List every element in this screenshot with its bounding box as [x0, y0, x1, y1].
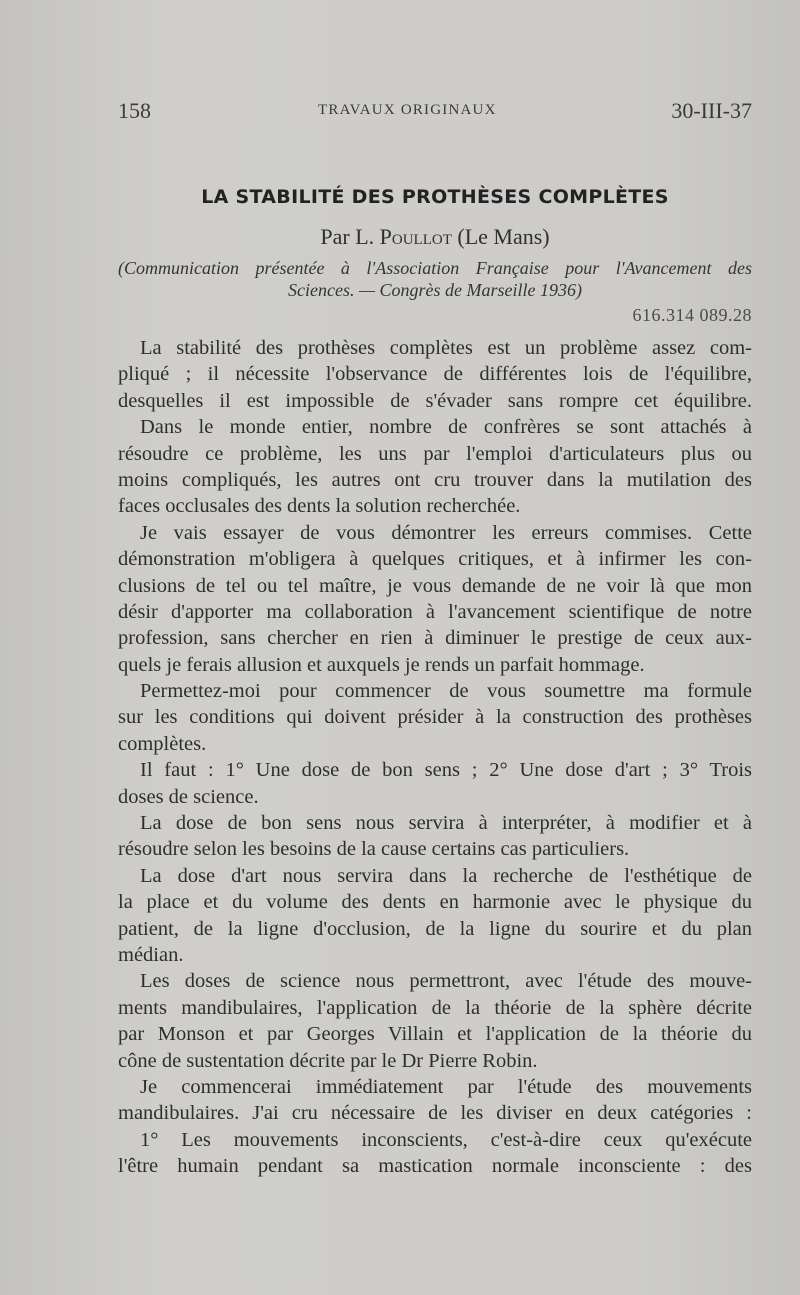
body-line: Il faut : 1° Une dose de bon sens ; 2° Une dose d'art ; 3° Trois	[140, 759, 752, 782]
byline-prefix: Par L.	[320, 224, 380, 249]
body-line: l'être humain pendant sa mastication normale inconsciente : des	[118, 1155, 752, 1178]
issue-date: 30-III-37	[671, 98, 752, 123]
body-line: la place et du volume des dents en harmonie avec le physique du	[118, 891, 752, 914]
presentation-note	[118, 257, 752, 301]
body-line: clusions de tel ou tel maître, je vous demande de ne voir là que mon	[118, 574, 752, 597]
body-line: profession, sans chercher en rien à diminuer le prestige de ceux aux-	[118, 627, 752, 650]
body-line: médian.	[118, 943, 184, 966]
body-line: cône de sustentation décrite par le Dr Pierre Robin.	[118, 1049, 538, 1072]
body-line: faces occlusales des dents la solution recherchée.	[118, 495, 521, 518]
body-line: pliqué ; il nécessite l'observance de différentes lois de l'équilibre,	[118, 363, 752, 386]
body-line: desquelles il est impossible de s'évader sans rompre cet équilibre.	[118, 389, 752, 412]
author-place: (Le Mans)	[451, 224, 550, 249]
body-line: par Monson et par Georges Villain et l'application de la théorie du	[118, 1023, 752, 1046]
body-line: La stabilité des prothèses complètes est un problème assez com-	[140, 337, 752, 359]
body-line: ments mandibulaires, l'application de la théorie de la sphère décrite	[118, 996, 752, 1019]
body-line: Je commencerai immédiatement par l'étude des mouvements	[140, 1075, 752, 1098]
article-title: LA STABILITÉ DES PROTHÈSES COMPLÈTES	[201, 186, 669, 208]
body-line: complètes.	[118, 732, 207, 755]
body-line: Les doses de science nous permettront, avec l'étude des mouve-	[140, 970, 752, 993]
presentation-note-line-1: (Communication présentée à l'Association Française pour l'Avancement des	[118, 258, 752, 278]
body-line: résoudre selon les besoins de la cause certains cas particuliers.	[118, 838, 630, 861]
body-line: mandibulaires. J'ai cru nécessaire de les diviser en deux catégories :	[118, 1102, 752, 1125]
body-line: La dose d'art nous servira dans la recherche de l'esthétique de	[140, 864, 752, 887]
body-line: Je vais essayer de vous démontrer les erreurs commises. Cette	[140, 521, 752, 544]
article-body	[118, 335, 752, 1180]
body-line: Dans le monde entier, nombre de confrères se sont attachés à	[140, 416, 752, 439]
body-line: résoudre ce problème, les uns par l'emploi d'articulateurs plus ou	[118, 442, 752, 465]
body-line: moins compliqués, les autres ont cru trouver dans la mutilation des	[118, 468, 752, 491]
body-line: désir d'apporter ma collaboration à l'avancement scientifique de notre	[118, 600, 752, 623]
author-name: Poullot	[379, 224, 452, 249]
body-line: sur les conditions qui doivent présider à la construction des prothèses	[118, 706, 752, 729]
body-line: Permettez-moi pour commencer de vous soumettre ma formule	[140, 680, 752, 703]
classification-code: 616.314 089.28	[632, 305, 752, 325]
presentation-note-line-2: Sciences. — Congrès de Marseille 1936)	[288, 280, 582, 300]
body-line: doses de science.	[118, 785, 259, 808]
byline	[118, 224, 752, 250]
body-line: quels je ferais allusion et auxquels je rends un parfait hommage.	[118, 653, 645, 676]
body-line: La dose de bon sens nous servira à interpréter, à modifier et à	[140, 812, 752, 835]
body-line: 1° Les mouvements inconscients, c'est-à-dire ceux qu'exécute	[140, 1128, 752, 1151]
body-line: démonstration m'obligera à quelques critiques, et à infirmer les con-	[118, 548, 752, 571]
page-number: 158	[118, 98, 151, 123]
running-title: TRAVAUX ORIGINAUX	[318, 102, 497, 118]
body-line: patient, de la ligne d'occlusion, de la ligne du sourire et du plan	[118, 917, 752, 940]
running-header	[118, 98, 752, 128]
